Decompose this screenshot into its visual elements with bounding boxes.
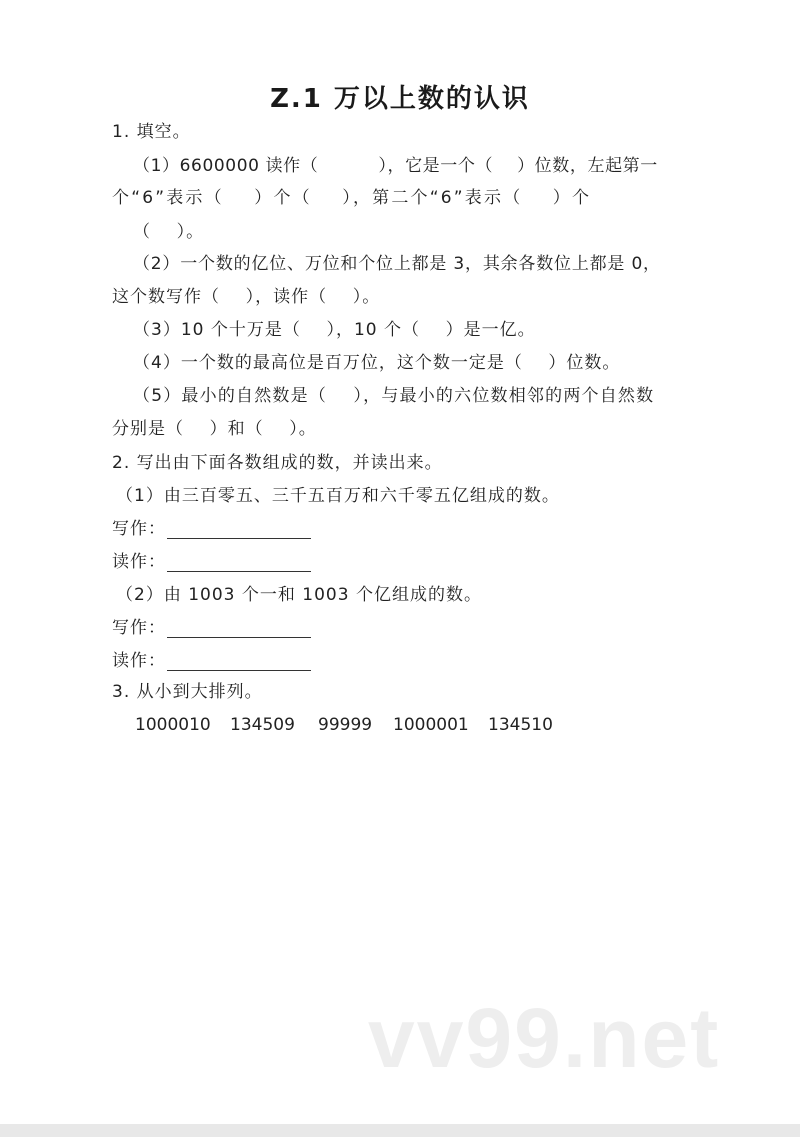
q1-line: （1）6600000 读作（ ），它是一个（ ）位数，左起第一 [133, 156, 658, 176]
q2-part1: （1）由三百零五、三千五百万和六千零五亿组成的数。 [116, 486, 560, 506]
answer-blank[interactable] [167, 571, 311, 572]
read-label: 读作： [112, 651, 166, 671]
q1-line: 这个数写作（ ），读作（ ）。 [112, 287, 381, 307]
q1-line: 分别是（ ）和（ ）。 [112, 419, 317, 439]
read-label: 读作： [112, 552, 166, 572]
q1-line: （4）一个数的最高位是百万位，这个数一定是（ ）位数。 [133, 353, 621, 373]
page-title: Z.1 万以上数的认识 [270, 84, 530, 114]
q1-line: （3）10 个十万是（ ），10 个（ ）是一亿。 [133, 320, 536, 340]
q1-line: （5）最小的自然数是（ ），与最小的六位数相邻的两个自然数 [133, 386, 655, 406]
bottom-bar [0, 1124, 800, 1137]
number-item: 99999 [318, 715, 373, 735]
q1-line: （2）一个数的亿位、万位和个位上都是 3，其余各数位上都是 0， [133, 254, 661, 274]
write-label: 写作： [112, 618, 166, 638]
answer-blank[interactable] [167, 670, 311, 671]
watermark: vv99.net [368, 991, 721, 1085]
number-item: 1000001 [393, 715, 469, 735]
q2-heading: 2. 写出由下面各数组成的数，并读出来。 [112, 453, 443, 473]
q1-heading: 1. 填空。 [112, 122, 191, 142]
write-label: 写作： [112, 519, 166, 539]
answer-blank[interactable] [167, 538, 311, 539]
q2-part2: （2）由 1003 个一和 1003 个亿组成的数。 [116, 585, 482, 605]
number-item: 134510 [488, 715, 553, 735]
q3-heading: 3. 从小到大排列。 [112, 682, 263, 702]
number-item: 134509 [230, 715, 295, 735]
answer-blank[interactable] [167, 637, 311, 638]
q1-line: 个“6”表示（ ）个（ ），第二个“6”表示（ ）个 [112, 188, 592, 208]
number-item: 1000010 [135, 715, 211, 735]
q1-line: （ ）。 [133, 222, 205, 242]
